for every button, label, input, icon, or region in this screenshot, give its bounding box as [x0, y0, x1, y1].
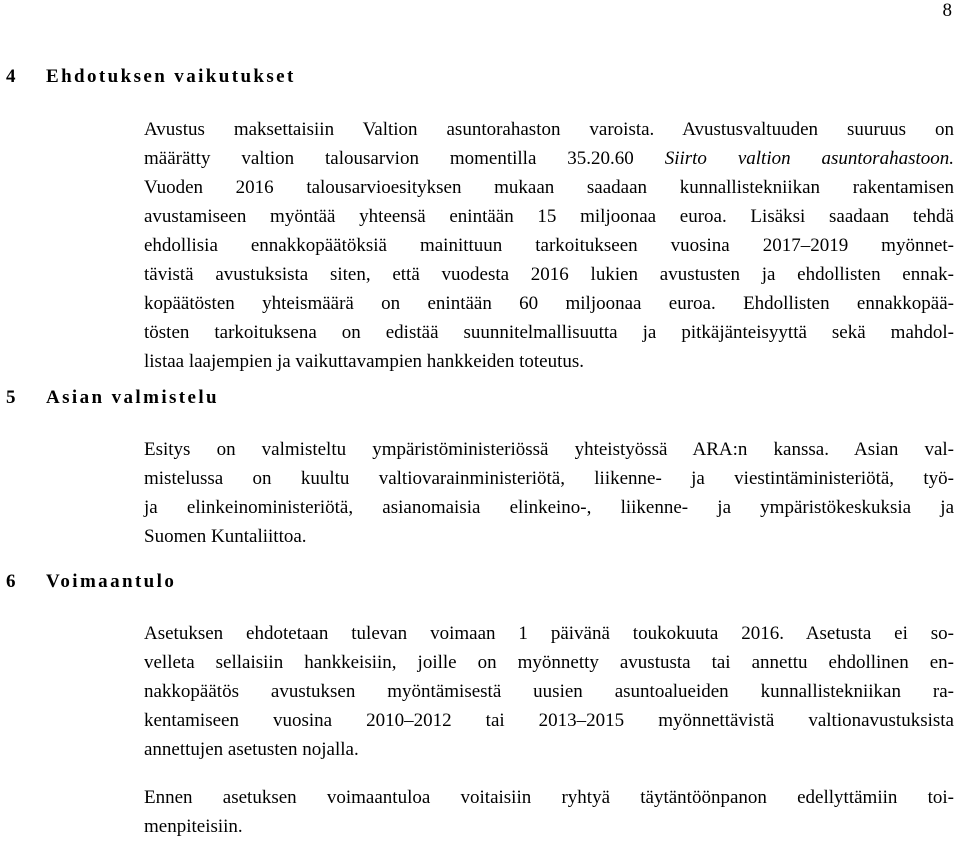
text-line: Esitys on valmisteltu ympäristöministeriössä yhteistyössä ARA:n kanssa. Asian val- — [144, 439, 954, 460]
text-line: velleta sellaisiin hankkeisiin, joille on myönnetty avustusta tai annettu ehdollinen en- — [144, 652, 954, 673]
entry-into-force-paragraph — [144, 619, 954, 764]
text-line: Suomen Kuntaliittoa. — [144, 526, 307, 547]
section-title: Voimaantulo — [46, 571, 177, 592]
text-line: kentamiseen vuosina 2010–2012 tai 2013–2015 myönnettävistä valtionavustuksista — [144, 710, 954, 731]
section-number: 4 — [6, 66, 16, 87]
text-line: tävistä avustuksista siten, että vuodesta 2016 lukien avustusten ja ehdollisten ennak- — [144, 264, 954, 285]
text-line — [144, 144, 954, 173]
implementation-paragraph — [144, 783, 954, 841]
text-line: Vuoden 2016 talousarvioesityksen mukaan saadaan kunnallistekniikan rakentamisen — [144, 177, 954, 198]
section-heading-impacts — [6, 66, 296, 88]
text-line: annettujen asetusten nojalla. — [144, 739, 359, 760]
text-line: ja elinkeinoministeriötä, asianomaisia elinkeino-, liikenne- ja ympäristökeskuksia ja — [144, 497, 954, 518]
text-line: Avustus maksettaisiin Valtion asuntorahaston varoista. Avustusvaltuuden suuruus on — [144, 119, 954, 140]
section-title: Ehdotuksen vaikutukset — [46, 66, 296, 87]
text-line: Asetuksen ehdotetaan tulevan voimaan 1 päivänä toukokuuta 2016. Asetusta ei so- — [144, 623, 954, 644]
text-line: Ennen asetuksen voimaantuloa voitaisiin ryhtyä täytäntöönpanon edellyttämiin toi- — [144, 787, 954, 808]
section-title: Asian valmistelu — [46, 387, 219, 408]
preparation-paragraph — [144, 435, 954, 551]
text-line: mistelussa on kuultu valtiovarainministeriötä, liikenne- ja viestintäministeriötä, työ- — [144, 468, 954, 489]
text-line: avustamiseen myöntää yhteensä enintään 15 miljoonaa euroa. Lisäksi saadaan tehdä — [144, 206, 954, 227]
page-number: 8 — [942, 0, 952, 21]
section-number: 6 — [6, 571, 16, 592]
text-line: listaa laajempien ja vaikuttavampien hankkeiden toteutus. — [144, 351, 585, 372]
text-line: menpiteisiin. — [144, 816, 243, 837]
impacts-paragraph — [144, 115, 954, 376]
section-heading-preparation — [6, 387, 219, 409]
section-heading-entry-into-force — [6, 571, 176, 593]
text-segment: määrätty valtion talousarvion momentilla 35.20.60 — [144, 148, 665, 169]
text-line: nakkopäätös avustuksen myöntämisestä uusien asuntoalueiden kunnallistekniikan ra- — [144, 681, 954, 702]
text-line: tösten tarkoituksena on edistää suunnitelmallisuutta ja pitkäjänteisyyttä sekä mahdol- — [144, 322, 954, 343]
budget-item-name: Siirto valtion asuntorahastoon. — [664, 148, 954, 169]
section-number: 5 — [6, 387, 16, 408]
text-line: ehdollisia ennakkopäätöksiä mainittuun tarkoitukseen vuosina 2017–2019 myönnet- — [144, 235, 954, 256]
text-line: kopäätösten yhteismäärä on enintään 60 miljoonaa euroa. Ehdollisten ennakkopää- — [144, 293, 954, 314]
